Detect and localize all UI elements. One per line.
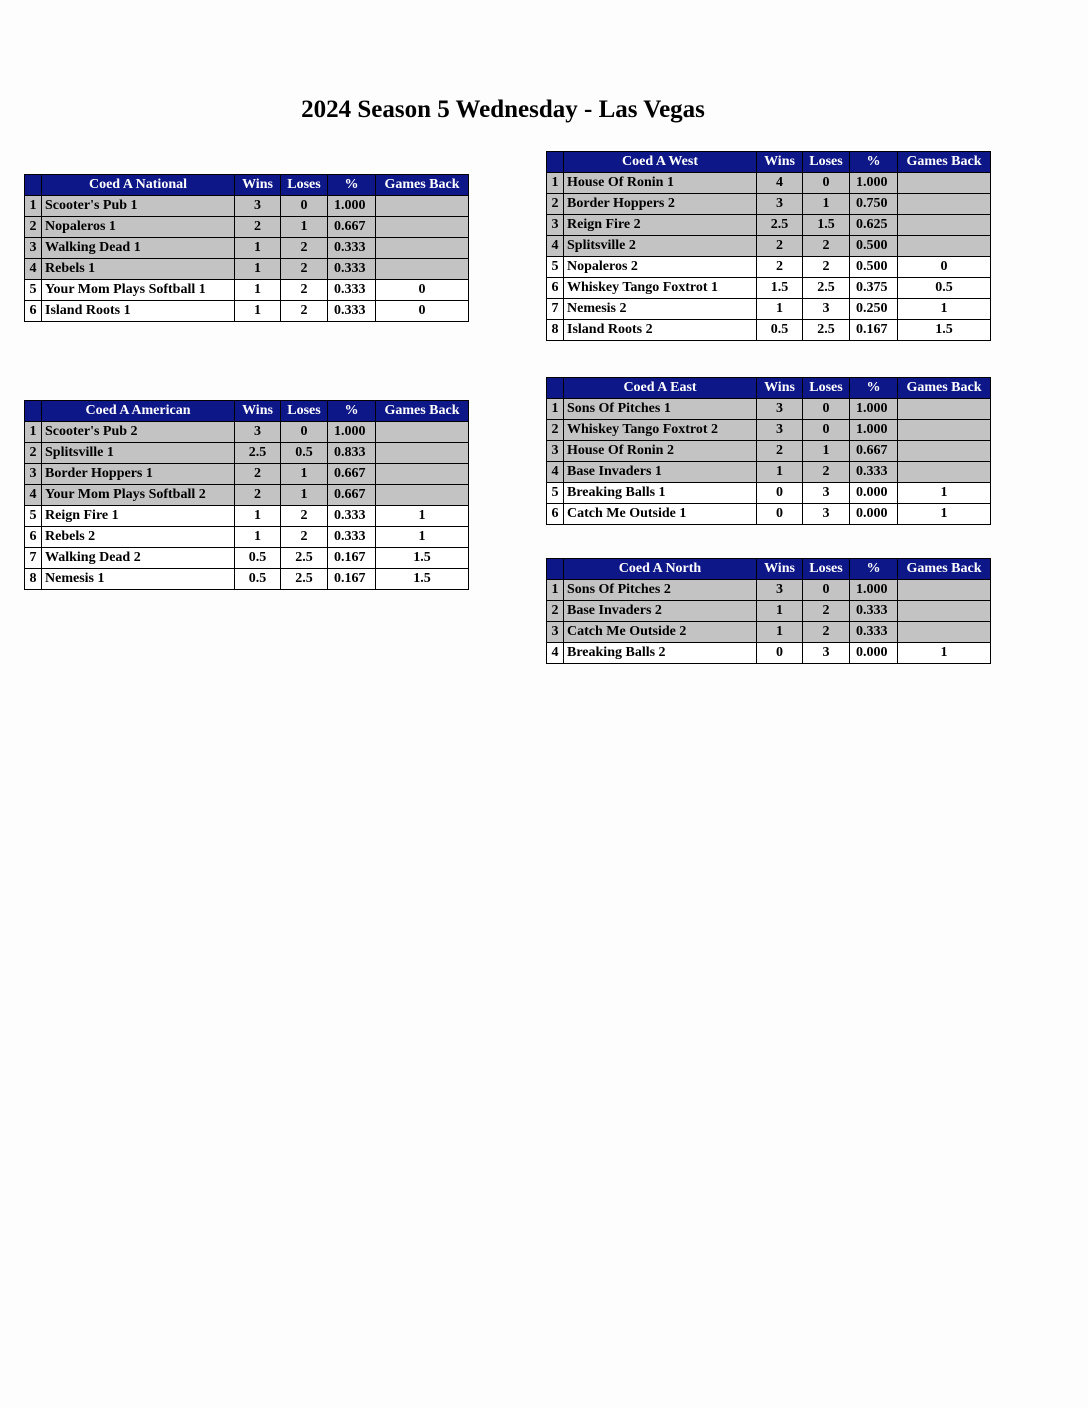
table-row: [25, 485, 469, 506]
wins-cell: 3: [757, 420, 803, 441]
wins-cell: 3: [757, 580, 803, 601]
pct-cell: 0.500: [850, 236, 898, 257]
table-row: [547, 643, 991, 664]
loses-header: Loses: [803, 559, 850, 580]
loses-cell: 3: [803, 504, 850, 525]
rank-cell: 4: [547, 462, 564, 483]
header-row: [547, 378, 991, 399]
wins-cell: 1.5: [757, 278, 803, 299]
wins-header: Wins: [757, 559, 803, 580]
team-name-cell: Base Invaders 2: [564, 601, 757, 622]
games-back-cell: 1.5: [376, 548, 469, 569]
games-back-cell: 0.5: [898, 278, 991, 299]
rank-cell: 3: [547, 622, 564, 643]
pct-cell: 0.833: [328, 443, 376, 464]
rank-cell: 5: [547, 257, 564, 278]
table-row: [547, 320, 991, 341]
table-row: [547, 399, 991, 420]
wins-cell: 2: [757, 257, 803, 278]
loses-cell: 2.5: [281, 548, 328, 569]
table-row: [25, 259, 469, 280]
rank-cell: 5: [547, 483, 564, 504]
pct-cell: 0.667: [328, 217, 376, 238]
header-row: [547, 559, 991, 580]
standings-table-american: [24, 400, 469, 590]
loses-cell: 2: [803, 236, 850, 257]
table-row: [25, 506, 469, 527]
wins-cell: 2.5: [235, 443, 281, 464]
rank-header: [25, 401, 42, 422]
loses-cell: 0.5: [281, 443, 328, 464]
loses-cell: 2: [281, 506, 328, 527]
loses-cell: 2.5: [803, 320, 850, 341]
pct-cell: 1.000: [328, 422, 376, 443]
wins-cell: 0: [757, 504, 803, 525]
pct-cell: 0.333: [850, 462, 898, 483]
rank-cell: 3: [25, 238, 42, 259]
rank-cell: 8: [25, 569, 42, 590]
team-name-cell: Reign Fire 1: [42, 506, 235, 527]
pct-cell: 0.625: [850, 215, 898, 236]
table-row: [25, 280, 469, 301]
team-name-cell: Nopaleros 1: [42, 217, 235, 238]
games-back-cell: 0: [376, 280, 469, 301]
rank-header: [547, 378, 564, 399]
rank-cell: 3: [547, 215, 564, 236]
rank-cell: 6: [25, 301, 42, 322]
wins-cell: 1: [235, 280, 281, 301]
team-name-cell: Rebels 1: [42, 259, 235, 280]
wins-cell: 0.5: [757, 320, 803, 341]
header-row: [25, 175, 469, 196]
games-back-header: Games Back: [376, 175, 469, 196]
table-row: [25, 217, 469, 238]
games-back-cell: 1: [376, 527, 469, 548]
table-row: [25, 548, 469, 569]
wins-cell: 0.5: [235, 569, 281, 590]
loses-cell: 0: [281, 422, 328, 443]
pct-cell: 0.333: [328, 238, 376, 259]
team-name-cell: Breaking Balls 2: [564, 643, 757, 664]
games-back-cell: 1: [376, 506, 469, 527]
team-name-cell: Rebels 2: [42, 527, 235, 548]
wins-cell: 0: [757, 643, 803, 664]
pct-cell: 0.167: [328, 569, 376, 590]
wins-cell: 1: [757, 622, 803, 643]
loses-cell: 0: [803, 399, 850, 420]
pct-cell: 0.167: [850, 320, 898, 341]
games-back-cell: [898, 399, 991, 420]
games-back-cell: [898, 215, 991, 236]
wins-cell: 1: [235, 301, 281, 322]
games-back-cell: 1: [898, 483, 991, 504]
loses-cell: 2: [803, 622, 850, 643]
pct-cell: 0.000: [850, 504, 898, 525]
rank-cell: 1: [547, 173, 564, 194]
wins-cell: 2: [235, 464, 281, 485]
rank-cell: 2: [25, 443, 42, 464]
table-row: [25, 422, 469, 443]
team-name-cell: Nemesis 1: [42, 569, 235, 590]
table-row: [547, 601, 991, 622]
pct-cell: 0.000: [850, 643, 898, 664]
table-row: [547, 504, 991, 525]
loses-cell: 2: [803, 257, 850, 278]
loses-cell: 2: [281, 259, 328, 280]
team-name-cell: Scooter's Pub 2: [42, 422, 235, 443]
rank-header: [547, 559, 564, 580]
table-row: [547, 483, 991, 504]
loses-header: Loses: [803, 152, 850, 173]
pct-cell: 0.250: [850, 299, 898, 320]
pct-cell: 0.333: [328, 527, 376, 548]
loses-cell: 3: [803, 483, 850, 504]
team-name-cell: Catch Me Outside 1: [564, 504, 757, 525]
rank-cell: 4: [547, 236, 564, 257]
wins-cell: 3: [235, 422, 281, 443]
table-row: [25, 301, 469, 322]
loses-cell: 2: [281, 238, 328, 259]
pct-cell: 0.333: [328, 301, 376, 322]
loses-cell: 0: [803, 420, 850, 441]
team-name-cell: Island Roots 1: [42, 301, 235, 322]
table-row: [547, 462, 991, 483]
loses-cell: 2.5: [803, 278, 850, 299]
wins-header: Wins: [235, 401, 281, 422]
wins-cell: 2: [757, 236, 803, 257]
rank-cell: 5: [25, 280, 42, 301]
team-name-cell: Splitsville 2: [564, 236, 757, 257]
standings-table-national: [24, 174, 469, 322]
table-row: [25, 464, 469, 485]
table-row: [547, 236, 991, 257]
games-back-cell: [898, 622, 991, 643]
team-name-cell: Whiskey Tango Foxtrot 2: [564, 420, 757, 441]
team-name-cell: Walking Dead 2: [42, 548, 235, 569]
rank-cell: 1: [25, 196, 42, 217]
team-name-cell: Scooter's Pub 1: [42, 196, 235, 217]
loses-cell: 2: [281, 527, 328, 548]
table-row: [547, 622, 991, 643]
rank-cell: 2: [25, 217, 42, 238]
loses-cell: 0: [281, 196, 328, 217]
loses-cell: 1: [281, 217, 328, 238]
loses-cell: 1: [281, 485, 328, 506]
games-back-cell: [376, 238, 469, 259]
pct-cell: 0.333: [328, 259, 376, 280]
team-name-cell: Nemesis 2: [564, 299, 757, 320]
pct-header: %: [850, 559, 898, 580]
rank-cell: 5: [25, 506, 42, 527]
wins-header: Wins: [235, 175, 281, 196]
pct-cell: 0.000: [850, 483, 898, 504]
loses-cell: 1: [281, 464, 328, 485]
loses-cell: 3: [803, 299, 850, 320]
pct-header: %: [328, 401, 376, 422]
table-row: [547, 215, 991, 236]
table-row: [547, 580, 991, 601]
wins-cell: 1: [235, 238, 281, 259]
wins-cell: 0.5: [235, 548, 281, 569]
games-back-cell: [898, 601, 991, 622]
games-back-cell: [376, 464, 469, 485]
team-name-cell: Reign Fire 2: [564, 215, 757, 236]
header-row: [547, 152, 991, 173]
games-back-header: Games Back: [898, 152, 991, 173]
loses-cell: 0: [803, 580, 850, 601]
wins-cell: 3: [757, 194, 803, 215]
division-name: Coed A American: [42, 401, 235, 422]
loses-cell: 2: [281, 280, 328, 301]
games-back-cell: [376, 422, 469, 443]
division-name: Coed A National: [42, 175, 235, 196]
team-name-cell: House Of Ronin 1: [564, 173, 757, 194]
rank-cell: 3: [25, 464, 42, 485]
loses-cell: 2: [803, 601, 850, 622]
team-name-cell: Walking Dead 1: [42, 238, 235, 259]
wins-cell: 2: [757, 441, 803, 462]
rank-cell: 2: [547, 194, 564, 215]
pct-cell: 1.000: [850, 173, 898, 194]
rank-cell: 1: [547, 580, 564, 601]
table-row: [547, 257, 991, 278]
pct-cell: 0.375: [850, 278, 898, 299]
header-row: [25, 401, 469, 422]
wins-cell: 2: [235, 485, 281, 506]
games-back-cell: [898, 194, 991, 215]
games-back-cell: [898, 173, 991, 194]
games-back-header: Games Back: [376, 401, 469, 422]
page-title: 2024 Season 5 Wednesday - Las Vegas: [301, 96, 705, 123]
wins-cell: 3: [235, 196, 281, 217]
rank-header: [25, 175, 42, 196]
wins-cell: 1: [757, 601, 803, 622]
loses-cell: 2.5: [281, 569, 328, 590]
loses-cell: 1.5: [803, 215, 850, 236]
games-back-cell: [898, 462, 991, 483]
table-row: [547, 441, 991, 462]
team-name-cell: Your Mom Plays Softball 2: [42, 485, 235, 506]
games-back-cell: [376, 196, 469, 217]
rank-cell: 4: [25, 259, 42, 280]
games-back-cell: 1.5: [376, 569, 469, 590]
games-back-cell: [376, 259, 469, 280]
team-name-cell: Whiskey Tango Foxtrot 1: [564, 278, 757, 299]
wins-cell: 3: [757, 399, 803, 420]
table-row: [25, 569, 469, 590]
wins-header: Wins: [757, 378, 803, 399]
pct-cell: 0.333: [328, 506, 376, 527]
pct-cell: 0.333: [328, 280, 376, 301]
pct-cell: 0.333: [850, 601, 898, 622]
team-name-cell: Border Hoppers 2: [564, 194, 757, 215]
rank-cell: 6: [25, 527, 42, 548]
team-name-cell: Breaking Balls 1: [564, 483, 757, 504]
games-back-cell: 1: [898, 299, 991, 320]
wins-cell: 1: [757, 299, 803, 320]
rank-cell: 2: [547, 601, 564, 622]
pct-cell: 1.000: [850, 399, 898, 420]
table-row: [547, 173, 991, 194]
wins-cell: 2: [235, 217, 281, 238]
wins-cell: 1: [235, 527, 281, 548]
games-back-cell: [376, 443, 469, 464]
loses-cell: 1: [803, 194, 850, 215]
games-back-cell: 1: [898, 504, 991, 525]
team-name-cell: Border Hoppers 1: [42, 464, 235, 485]
standings-table-west: [546, 151, 991, 341]
pct-cell: 0.333: [850, 622, 898, 643]
team-name-cell: Island Roots 2: [564, 320, 757, 341]
rank-cell: 6: [547, 278, 564, 299]
rank-cell: 2: [547, 420, 564, 441]
team-name-cell: Your Mom Plays Softball 1: [42, 280, 235, 301]
rank-cell: 6: [547, 504, 564, 525]
pct-header: %: [850, 378, 898, 399]
pct-cell: 0.500: [850, 257, 898, 278]
loses-cell: 0: [803, 173, 850, 194]
wins-cell: 2.5: [757, 215, 803, 236]
table-row: [547, 194, 991, 215]
loses-header: Loses: [281, 401, 328, 422]
games-back-header: Games Back: [898, 378, 991, 399]
rank-cell: 4: [547, 643, 564, 664]
games-back-header: Games Back: [898, 559, 991, 580]
team-name-cell: Sons Of Pitches 2: [564, 580, 757, 601]
games-back-cell: [376, 217, 469, 238]
table-row: [547, 278, 991, 299]
pct-cell: 0.750: [850, 194, 898, 215]
loses-cell: 3: [803, 643, 850, 664]
wins-cell: 1: [235, 259, 281, 280]
games-back-cell: 1: [898, 643, 991, 664]
table-row: [25, 527, 469, 548]
division-name: Coed A North: [564, 559, 757, 580]
games-back-cell: [376, 485, 469, 506]
wins-cell: 4: [757, 173, 803, 194]
wins-cell: 1: [235, 506, 281, 527]
pct-cell: 1.000: [850, 580, 898, 601]
wins-header: Wins: [757, 152, 803, 173]
loses-header: Loses: [803, 378, 850, 399]
loses-cell: 2: [803, 462, 850, 483]
table-row: [25, 443, 469, 464]
team-name-cell: Catch Me Outside 2: [564, 622, 757, 643]
games-back-cell: 0: [898, 257, 991, 278]
loses-cell: 2: [281, 301, 328, 322]
rank-cell: 7: [547, 299, 564, 320]
rank-cell: 1: [547, 399, 564, 420]
loses-header: Loses: [281, 175, 328, 196]
games-back-cell: [898, 580, 991, 601]
table-row: [25, 196, 469, 217]
table-row: [25, 238, 469, 259]
pct-header: %: [850, 152, 898, 173]
rank-cell: 1: [25, 422, 42, 443]
games-back-cell: 1.5: [898, 320, 991, 341]
table-row: [547, 299, 991, 320]
wins-cell: 1: [757, 462, 803, 483]
games-back-cell: [898, 420, 991, 441]
pct-cell: 1.000: [328, 196, 376, 217]
standings-table-east: [546, 377, 991, 525]
division-name: Coed A East: [564, 378, 757, 399]
rank-cell: 8: [547, 320, 564, 341]
team-name-cell: Sons Of Pitches 1: [564, 399, 757, 420]
games-back-cell: 0: [376, 301, 469, 322]
team-name-cell: Base Invaders 1: [564, 462, 757, 483]
rank-cell: 4: [25, 485, 42, 506]
rank-header: [547, 152, 564, 173]
games-back-cell: [898, 236, 991, 257]
pct-cell: 0.667: [328, 464, 376, 485]
rank-cell: 3: [547, 441, 564, 462]
pct-cell: 0.167: [328, 548, 376, 569]
pct-cell: 0.667: [328, 485, 376, 506]
team-name-cell: Splitsville 1: [42, 443, 235, 464]
standings-table-north: [546, 558, 991, 664]
wins-cell: 0: [757, 483, 803, 504]
table-row: [547, 420, 991, 441]
rank-cell: 7: [25, 548, 42, 569]
loses-cell: 1: [803, 441, 850, 462]
team-name-cell: Nopaleros 2: [564, 257, 757, 278]
games-back-cell: [898, 441, 991, 462]
division-name: Coed A West: [564, 152, 757, 173]
team-name-cell: House Of Ronin 2: [564, 441, 757, 462]
pct-cell: 0.667: [850, 441, 898, 462]
pct-header: %: [328, 175, 376, 196]
pct-cell: 1.000: [850, 420, 898, 441]
